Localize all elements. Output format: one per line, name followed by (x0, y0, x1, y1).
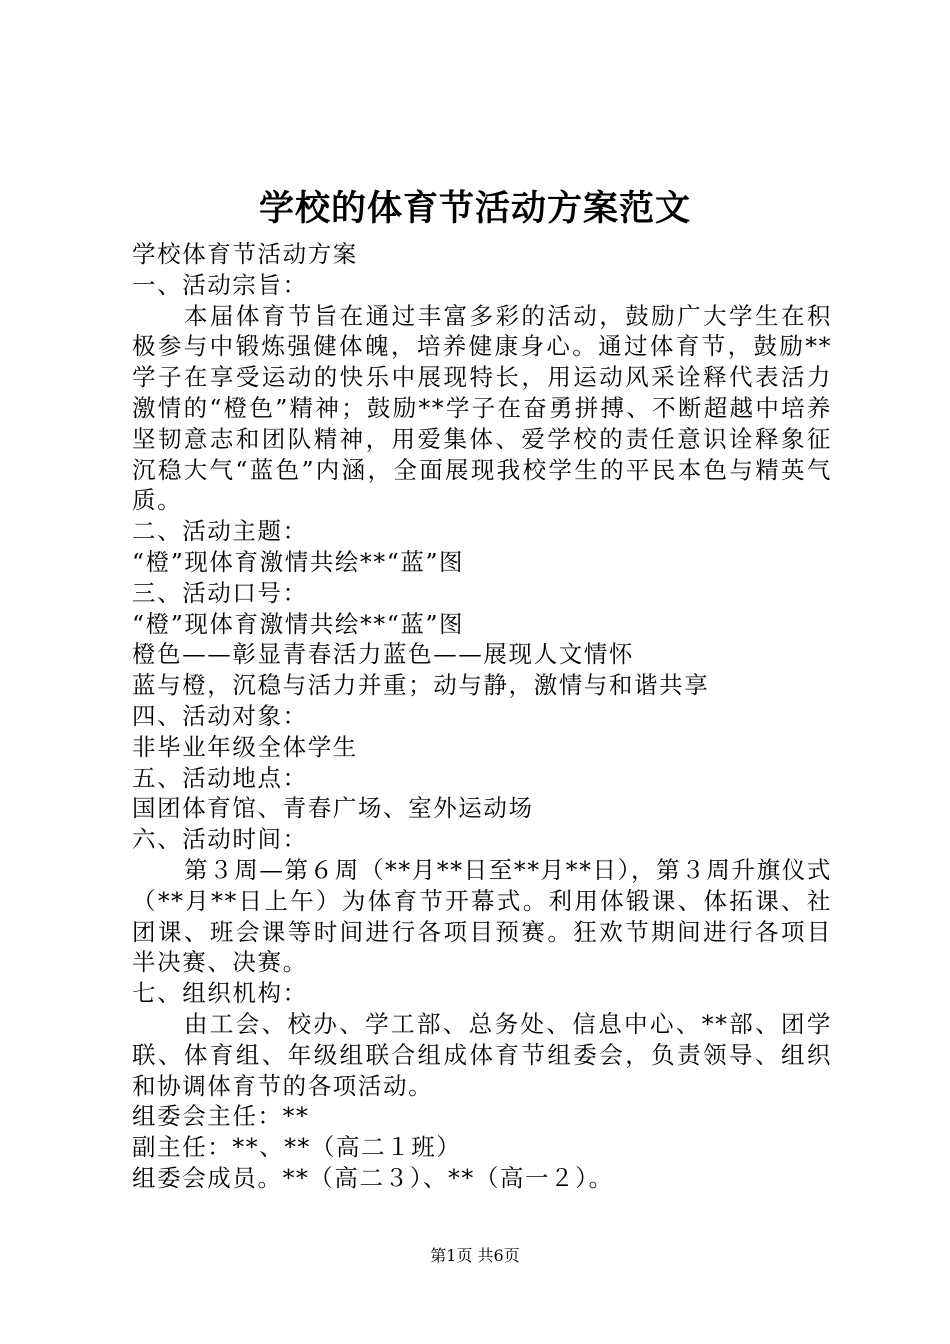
section-body-location: 国团体育馆、青春广场、室外运动场 (132, 794, 534, 823)
section-heading-location: 五、活动地点： (132, 763, 308, 792)
section-body-theme: “橙”现体育激情共绘**“蓝”图 (132, 547, 465, 576)
committee-deputy: 副主任：**、**（高二１班） (132, 1133, 462, 1162)
document-body (132, 239, 832, 1194)
document-subtitle: 学校体育节活动方案 (132, 240, 358, 268)
page-footer: 第1页 共6页 (430, 1246, 520, 1265)
section-heading-participants: 四、活动对象： (132, 701, 308, 730)
section-heading-theme: 二、活动主题： (132, 517, 308, 546)
section-body-participants: 非毕业年级全体学生 (132, 732, 358, 761)
slogan-line-1: “橙”现体育激情共绘**“蓝”图 (132, 609, 465, 638)
section-heading-time: 六、活动时间： (132, 825, 308, 854)
section-body-organization: 由工会、校办、学工部、总务处、信息中心、**部、团学联、体育组、年级组联合组成体育节组委会，负责领导、组织和协调体育节的各项活动。 (132, 1009, 832, 1100)
committee-director: 组委会主任：** (132, 1102, 310, 1131)
section-heading-slogan: 三、活动口号： (132, 578, 308, 607)
section-heading-organization: 七、组织机构： (132, 979, 308, 1008)
committee-members: 组委会成员。**（高二３）、**（高一２）。 (132, 1163, 614, 1192)
document-title: 学校的体育节活动方案范文 (258, 188, 691, 229)
section-body-time: 第３周—第６周（**月**日至**月**日），第３周升旗仪式（**月**日上午）为体育节开幕式。利用体锻课、体拓课、社团课、班会课等时间进行各项目预赛。狂欢节期间进行各项目半决赛、决赛。 (132, 855, 832, 977)
slogan-line-3: 蓝与橙，沉稳与活力并重；动与静，激情与和谐共享 (132, 671, 710, 700)
section-body-purpose: 本届体育节旨在通过丰富多彩的活动，鼓励广大学生在积极参与中锻炼强健体魄，培养健康身心。通过体育节，鼓励**学子在享受运动的快乐中展现特长，用运动风采诠释代表活力激情的“橙色”精神；鼓励**学子在奋勇拼搏、不断超越中培养坚韧意志和团队精神，用爱集体、爱学校的责任意识诠释象征沉稳大气“蓝色”内涵，全面展现我校学生的平民本色与精英气质。 (132, 301, 832, 515)
slogan-line-2: 橙色——彰显青春活力蓝色——展现人文情怀 (132, 640, 634, 669)
section-heading-purpose: 一、活动宗旨： (132, 270, 308, 299)
